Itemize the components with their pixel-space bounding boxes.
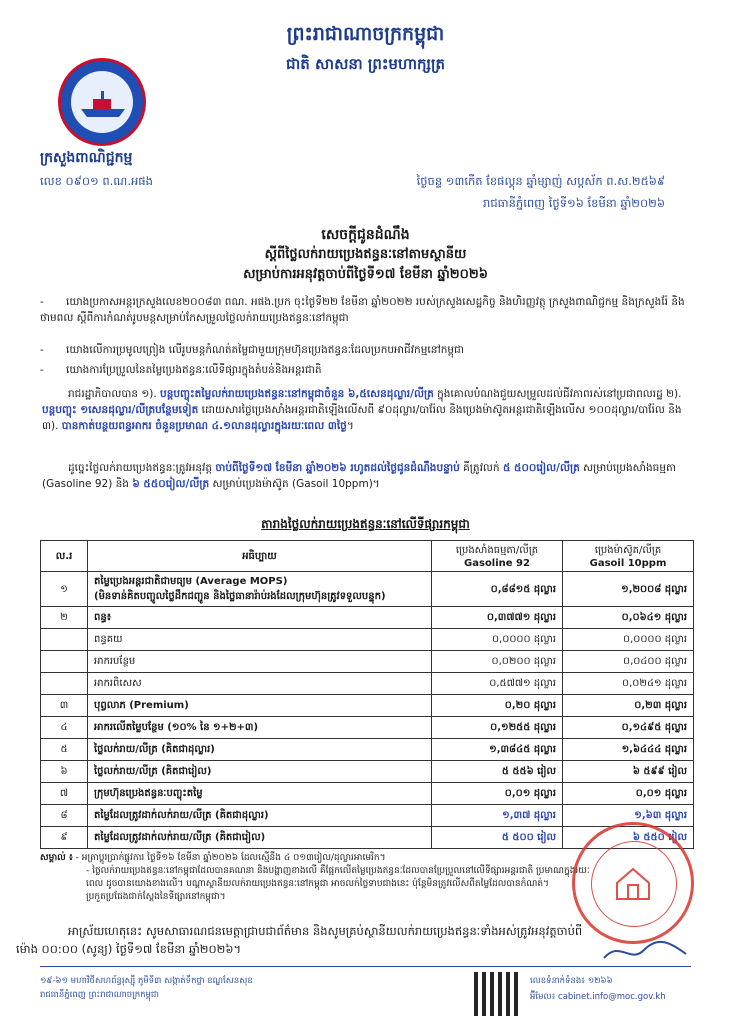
row-number: ៦ bbox=[41, 761, 88, 783]
gasoline-value: ៥ ៥៥៦ រៀល bbox=[432, 761, 563, 783]
table-row bbox=[41, 673, 694, 695]
gasoil-value: ៦ ៥៩៩ រៀល bbox=[563, 761, 694, 783]
notice-subtitle-2: សម្រាប់ការអនុវត្តចាប់ពីថ្ងៃទី១៧ ខែមីនា ឆ្នាំ២០២៦ bbox=[243, 267, 488, 282]
gasoline-value: ០,០២០០ ដុល្លារ bbox=[432, 651, 563, 673]
gasoil-value: ០,១៤៩៥ ដុល្លារ bbox=[563, 717, 694, 739]
row-number: ៧ bbox=[41, 783, 88, 805]
row-number: ១ bbox=[41, 572, 88, 607]
motto-heading: ជាតិ សាសនា ព្រះមហាក្សត្រ bbox=[286, 55, 445, 73]
footer-email: អ៊ីមែល៖ cabinet.info@moc.gov.kh bbox=[530, 992, 666, 1002]
signature-mark bbox=[600, 936, 690, 966]
row-description: បុព្វលាភ (Premium) bbox=[88, 695, 432, 717]
paragraph-price-decision: ដូច្នេះថ្លៃលក់រាយប្រេងឥន្ធនៈត្រូវអនុវត្ត ចាប់ពីថ្ងៃទី១៧ ខែមីនា ឆ្នាំ២០២៦ រហូតដល់ថ្ងៃជូនដំណឹងបន្ទាប់ គឺត្រូវលក់ ៥ ៥០០រៀល/លីត្រ សម្រាប់ប្រេងសាំងធម្មតា (Gasoline 92) និង ៦ ៥៥០រៀល/លីត្រ សម្រាប់ប្រេងម៉ាស៊ូត (Gasoil 10ppm)។ bbox=[42, 462, 676, 490]
gasoil-value: ១,៦៣ ដុល្លារ bbox=[563, 805, 694, 827]
row-description: ថ្លៃលក់រាយ/លីត្រ (គិតជារៀល) bbox=[88, 761, 432, 783]
closing-paragraph: អាស្រ័យហេតុនេះ សូមសាធារណជនមេត្តាជ្រាបជាព័ត៌មាន និងសូមគ្រប់ស្ថានីយលក់រាយប្រេងឥន្ធនៈទាំងអស់ត្រូវអនុវត្តចាប់ពី ម៉ោង ០០:០០ (សូន្យ) ថ្ងៃទី១៧ ខែមីនា ឆ្នាំ២០២៦។ bbox=[16, 924, 583, 956]
table-row bbox=[41, 805, 694, 827]
kingdom-heading: ព្រះរាជាណាចក្រកម្ពុជា bbox=[286, 23, 445, 45]
table-row bbox=[41, 695, 694, 717]
notes-label: សម្គាល់ ៖ bbox=[40, 853, 73, 863]
solar-date: រាជធានីភ្នំពេញ ថ្ងៃទី១៦ ខែមីនា ឆ្នាំ២០២៦ bbox=[483, 196, 665, 210]
row-description: អាករបន្ថែម bbox=[88, 651, 432, 673]
table-row bbox=[41, 651, 694, 673]
gasoline-value: ០,០១ ដុល្លារ bbox=[432, 783, 563, 805]
table-row bbox=[41, 761, 694, 783]
qr-code-icon bbox=[474, 972, 518, 1016]
row-number bbox=[41, 651, 88, 673]
row-description: តម្លៃប្រេងអន្តរជាតិជាមធ្យម (Average MOPS) (មិនទាន់គិតបញ្ចូលថ្លៃដឹកជញ្ជូន និងថ្លៃធានារ៉ាប់រងដែលក្រុមហ៊ុនត្រូវទទួលបន្ទុក) bbox=[88, 572, 432, 607]
footer-divider bbox=[40, 966, 691, 967]
gasoil-value: ១,២០០៨ ដុល្លារ bbox=[563, 572, 694, 607]
row-number: ៤ bbox=[41, 717, 88, 739]
footer-address-2: រាជធានីភ្នំពេញ ព្រះរាជាណាចក្រកម្ពុជា bbox=[40, 990, 159, 1000]
row-description: អាករពិសេស bbox=[88, 673, 432, 695]
table-row bbox=[41, 783, 694, 805]
gasoline-value: ១,៣៨៤៥ ដុល្លារ bbox=[432, 739, 563, 761]
table-row bbox=[41, 739, 694, 761]
col-header-gasoil: ប្រេងម៉ាស៊ូត/លីត្រ Gasoil 10ppm bbox=[563, 541, 694, 572]
table-row bbox=[41, 629, 694, 651]
gasoil-value: ០,០៤០០ ដុល្លារ bbox=[563, 651, 694, 673]
row-number bbox=[41, 673, 88, 695]
ministry-name: ក្រសួងពាណិជ្ជកម្ម bbox=[40, 150, 133, 166]
col-header-description: អធិប្បាយ bbox=[88, 541, 432, 572]
gasoline-value: ០,០០០០ ដុល្លារ bbox=[432, 629, 563, 651]
gasoil-value: ១,៦៤៤៤ ដុល្លារ bbox=[563, 739, 694, 761]
row-number bbox=[41, 629, 88, 651]
notice-subtitle-1: ស្តីពីថ្លៃលក់រាយប្រេងឥន្ធនៈនៅតាមស្ថានីយ bbox=[264, 247, 467, 262]
row-number: ៣ bbox=[41, 695, 88, 717]
gasoil-value: ០,០០០០ ដុល្លារ bbox=[563, 629, 694, 651]
notice-title: សេចក្តីជូនដំណឹង bbox=[321, 227, 410, 243]
table-title: តារាងថ្លៃលក់រាយប្រេងឥន្ធនៈនៅលើទីផ្សារកម្ពុជា bbox=[261, 517, 470, 531]
table-row bbox=[41, 717, 694, 739]
gasoline-value: ១,៣៧ ដុល្លារ bbox=[432, 805, 563, 827]
ministry-logo bbox=[58, 58, 146, 146]
gasoline-value: ០,៥៧៧១ ដុល្លារ bbox=[432, 673, 563, 695]
row-number: ៨ bbox=[41, 805, 88, 827]
gasoline-value: ៥ ៥០០ រៀល bbox=[432, 827, 563, 849]
reference-number: លេខ ០៩០១ ព.ណ.អផង bbox=[40, 174, 153, 188]
table-row bbox=[41, 572, 694, 607]
col-header-no: ល.រ bbox=[41, 541, 88, 572]
gasoline-value: ០,១២៥៥ ដុល្លារ bbox=[432, 717, 563, 739]
row-description: តម្លៃដែលត្រូវដាក់លក់រាយ/លីត្រ (គិតជាដុល្លារ) bbox=[88, 805, 432, 827]
reference-item: - យោងលើការប្រមូលព្រៀង លើរូបមន្តកំណត់តម្លៃជាមួយក្រុមហ៊ុនប្រេងឥន្ធនៈដែលប្រកបអាជីវកម្មនៅកម្ពុជា bbox=[40, 344, 465, 356]
row-number: ២ bbox=[41, 607, 88, 629]
col-header-gasoline: ប្រេងសាំងធម្មតា/លីត្រ Gasoline 92 bbox=[432, 541, 563, 572]
reference-item: - យោងការប្រែប្រួលនៃតម្លៃប្រេងឥន្ធនៈលើទីផ្សារក្នុងតំបន់និងអន្តរជាតិ bbox=[40, 364, 322, 376]
fuel-price-table bbox=[40, 540, 694, 849]
row-number: ៩ bbox=[41, 827, 88, 849]
gasoil-value: ៦ ៥៥០ រៀល bbox=[563, 827, 694, 849]
row-description: ពន្ធគយ bbox=[88, 629, 432, 651]
row-description: ពន្ធ៖ bbox=[88, 607, 432, 629]
table-header-row bbox=[41, 541, 694, 572]
table-row bbox=[41, 607, 694, 629]
gasoil-value: ០,០១ ដុល្លារ bbox=[563, 783, 694, 805]
lunar-date: ថ្ងៃចន្ទ ១៣កេីត ខែផល្គុន ឆ្នាំម្សាញ់ សប្តស័ក ព.ស.២៥៦៩ bbox=[416, 174, 665, 188]
row-number: ៥ bbox=[41, 739, 88, 761]
footer-address-1: ១៩-៦១ មហាវិថីសហព័ន្ធរុស្ស៊ី ភូមិទី៣ សង្កាត់ទឹកថ្លា ខណ្ឌសែនសុខ bbox=[40, 976, 253, 986]
row-description: ក្រុមហ៊ុនប្រេងឥន្ធនៈបញ្ចុះតម្លៃ bbox=[88, 783, 432, 805]
row-description: អាករលើតម្លៃបន្ថែម (១០% នៃ ១+២+៣) bbox=[88, 717, 432, 739]
reference-item: - យោងប្រកាសអន្តរក្រសួងលេខ២០០៨៣ ពណ. អផង.ប្រក ចុះថ្ងៃទី២២ ខែមីនា ឆ្នាំ២០២២ របស់ក្រសួងសេដ្ឋកិច្ច និងហិរញ្ញវត្ថុ ក្រសួងពាណិជ្ជកម្ម និងក្រសួងរ៉ែ និងថាមពល ស្តីពីការកំណត់រូបមន្តសម្រាប់កែសម្រួលថ្លៃលក់រាយប្រេងឥន្ធនៈនៅកម្ពុជា bbox=[40, 296, 685, 324]
row-description: ថ្លៃលក់រាយ/លីត្រ (គិតជាដុល្លារ) bbox=[88, 739, 432, 761]
row-description: តម្លៃដែលត្រូវដាក់លក់រាយ/លីត្រ (គិតជារៀល) bbox=[88, 827, 432, 849]
gasoline-value: ០,៨៨១៥ ដុល្លារ bbox=[432, 572, 563, 607]
gasoil-value: ០,០២៤១ ដុល្លារ bbox=[563, 673, 694, 695]
gasoline-value: ០,៣៧៧១ ដុល្លារ bbox=[432, 607, 563, 629]
footer-phone: លេខទំនាក់ទំនង៖ ១២៦៦ bbox=[530, 976, 613, 986]
gasoline-value: ០,២០ ដុល្លារ bbox=[432, 695, 563, 717]
notes-block: សម្គាល់ ៖ - អត្រាប្តូរប្រាក់ផ្លូវការ ថ្ងៃទី១៦ ខែមីនា ឆ្នាំ២០២៦ ដែលស្មើនឹង ៤ ០១៣រៀល/ដុល្លារអាមេរិក។ - ថ្លៃលក់រាយប្រេងឥន្ធនៈនៅកម្ពុជាដែលបានគណនា និងបង្ហាញខាងលើ គឺផ្អែកលើតម្លៃប្រេងឥន្ធនៈដែលបានប្រែប្រួលនៅលើទីផ្សារអន្តរជាតិ ប្រមាណក្នុងរយៈពេល ដូចបានយោងខាងលើ។ បណ្តាស្ថានីយលក់រាយប្រេងឥន្ធនៈនៅកម្ពុជា អាចលក់ថ្លៃទាបជាងនេះ ប៉ុន្តែមិនត្រូវលើសពីតម្លៃដែលបានកំណត់។ ប្រកួតប្រជែងជាក់ស្តែងនៃទីផ្សារនៅកម្ពុជា។ bbox=[40, 853, 590, 902]
gasoil-value: ០,២៣ ដុល្លារ bbox=[563, 695, 694, 717]
official-seal bbox=[572, 822, 694, 944]
gasoil-value: ០,០៦៤១ ដុល្លារ bbox=[563, 607, 694, 629]
paragraph-government-measures: រាជរដ្ឋាភិបាលបាន ១). បន្តបញ្ចុះតម្លៃលក់រាយប្រេងឥន្ធនៈនៅកម្ពុជាចំនួន ៦,៥សេនដុល្លារ/លីត្រ ក្នុងគោលបំណងជួយសម្រួលដល់ជីវភាពរស់នៅប្រជាពលរដ្ឋ ២). បន្តបញ្ចុះ ១សេនដុល្លារ/លីត្របន្ថែមទៀត ដោយសារថ្លៃប្រេងសាំងអន្តរជាតិឡើងលើសពី ៩០ដុល្លារ/បារ៉ែល និងប្រេងម៉ាស៊ូតអន្តរជាតិឡើងលើស ១០០ដុល្លារ/បារ៉ែល និង ៣). បានកាត់បន្ថយពន្ធអាករ ចំនួនប្រមាណ ៤.១លានដុល្លារក្នុងរយៈពេល ៣ថ្ងៃ។ bbox=[42, 388, 682, 432]
